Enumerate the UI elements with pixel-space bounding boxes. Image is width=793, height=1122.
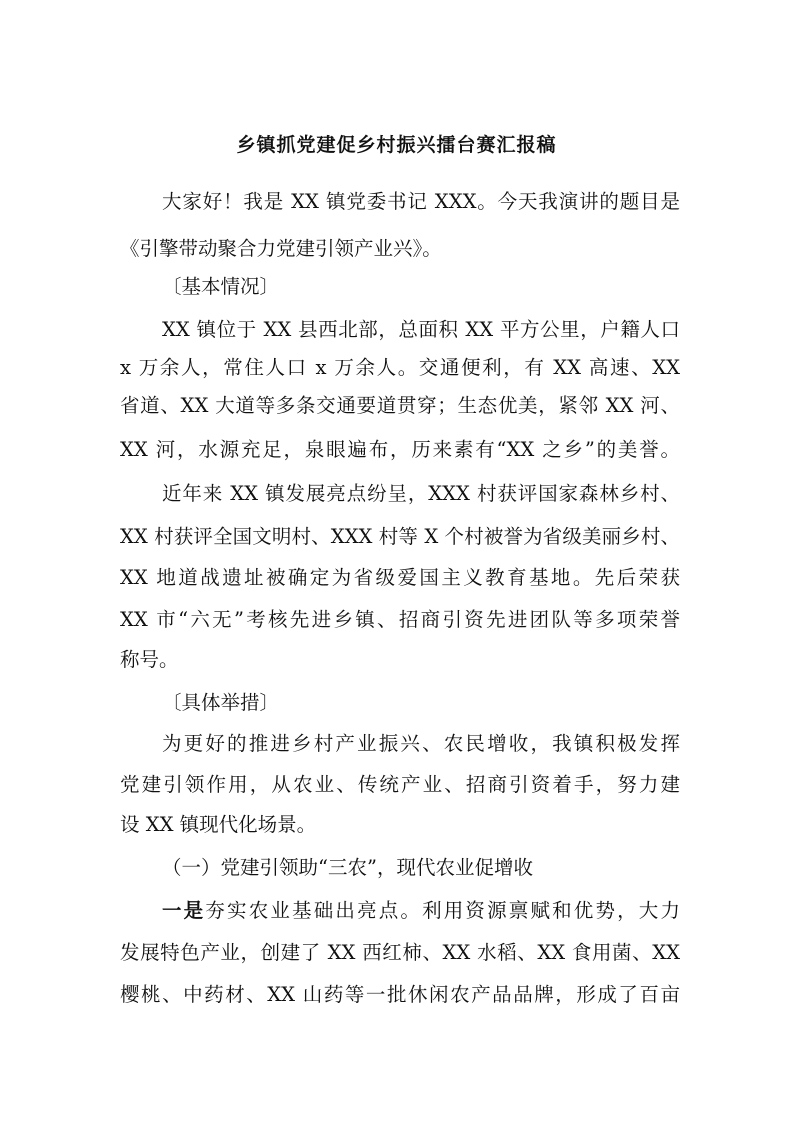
section-heading-basic: 〔基本情况〕 (162, 275, 280, 298)
document-title: 乡镇抓党建促乡村振兴擂台赛汇报稿 (236, 134, 557, 156)
basic-para2-line-2: XX 村获评全国文明村、XXX 村等 X 个村被誉为省级美丽乡村、 (120, 525, 680, 548)
basic-para1-line-3: 省道、XX 大道等多条交通要道贯穿；生态优美，紧邻 XX 河、 (120, 394, 680, 417)
point1-line-2: 发展特色产业，创建了 XX 西红柿、XX 水稻、XX 食用菌、XX (120, 941, 680, 964)
basic-para2-line-4: XX 市“六无”考核先进乡镇、招商引资先进团队等多项荣誉 (120, 608, 680, 631)
subsection-heading-1: （一）党建引领助“三农”，现代农业促增收 (162, 856, 533, 879)
point1-line-3: 樱桃、中药材、XX 山药等一批休闲农产品品牌，形成了百亩 (120, 983, 680, 1006)
measures-line-1: 为更好的推进乡村产业振兴、农民增收，我镇积极发挥 (162, 732, 680, 755)
opening-line-2: 《引擎带动聚合力党建引领产业兴》。 (120, 237, 442, 260)
point1-label: 一是 (162, 899, 206, 922)
basic-para2-line-1: 近年来 XX 镇发展亮点纷呈，XXX 村获评国家森林乡村、 (162, 482, 680, 505)
point1-line-1 (162, 894, 680, 928)
opening-line-1: 大家好！我是 XX 镇党委书记 XXX。今天我演讲的题目是 (162, 190, 680, 213)
measures-line-3: 设 XX 镇现代化场景。 (120, 813, 317, 836)
basic-para2-line-5: 称号。 (120, 648, 179, 671)
section-heading-measures: 〔具体举措〕 (162, 691, 280, 714)
basic-para1-line-2: x 万余人，常住人口 x 万余人。交通便利，有 XX 高速、XX (120, 356, 680, 379)
measures-line-2: 党建引领作用，从农业、传统产业、招商引资着手，努力建 (120, 773, 680, 796)
basic-para1-line-4: XX 河，水源充足，泉眼遍布，历来素有“XX 之乡”的美誉。 (120, 438, 680, 461)
basic-para1-line-1: XX 镇位于 XX 县西北部，总面积 XX 平方公里，户籍人口 (162, 318, 680, 341)
point1-line-1-text: 夯实农业基础出亮点。利用资源禀赋和优势，大力 (205, 899, 680, 922)
basic-para2-line-3: XX 地道战遗址被确定为省级爱国主义教育基地。先后荣获 (120, 566, 680, 589)
